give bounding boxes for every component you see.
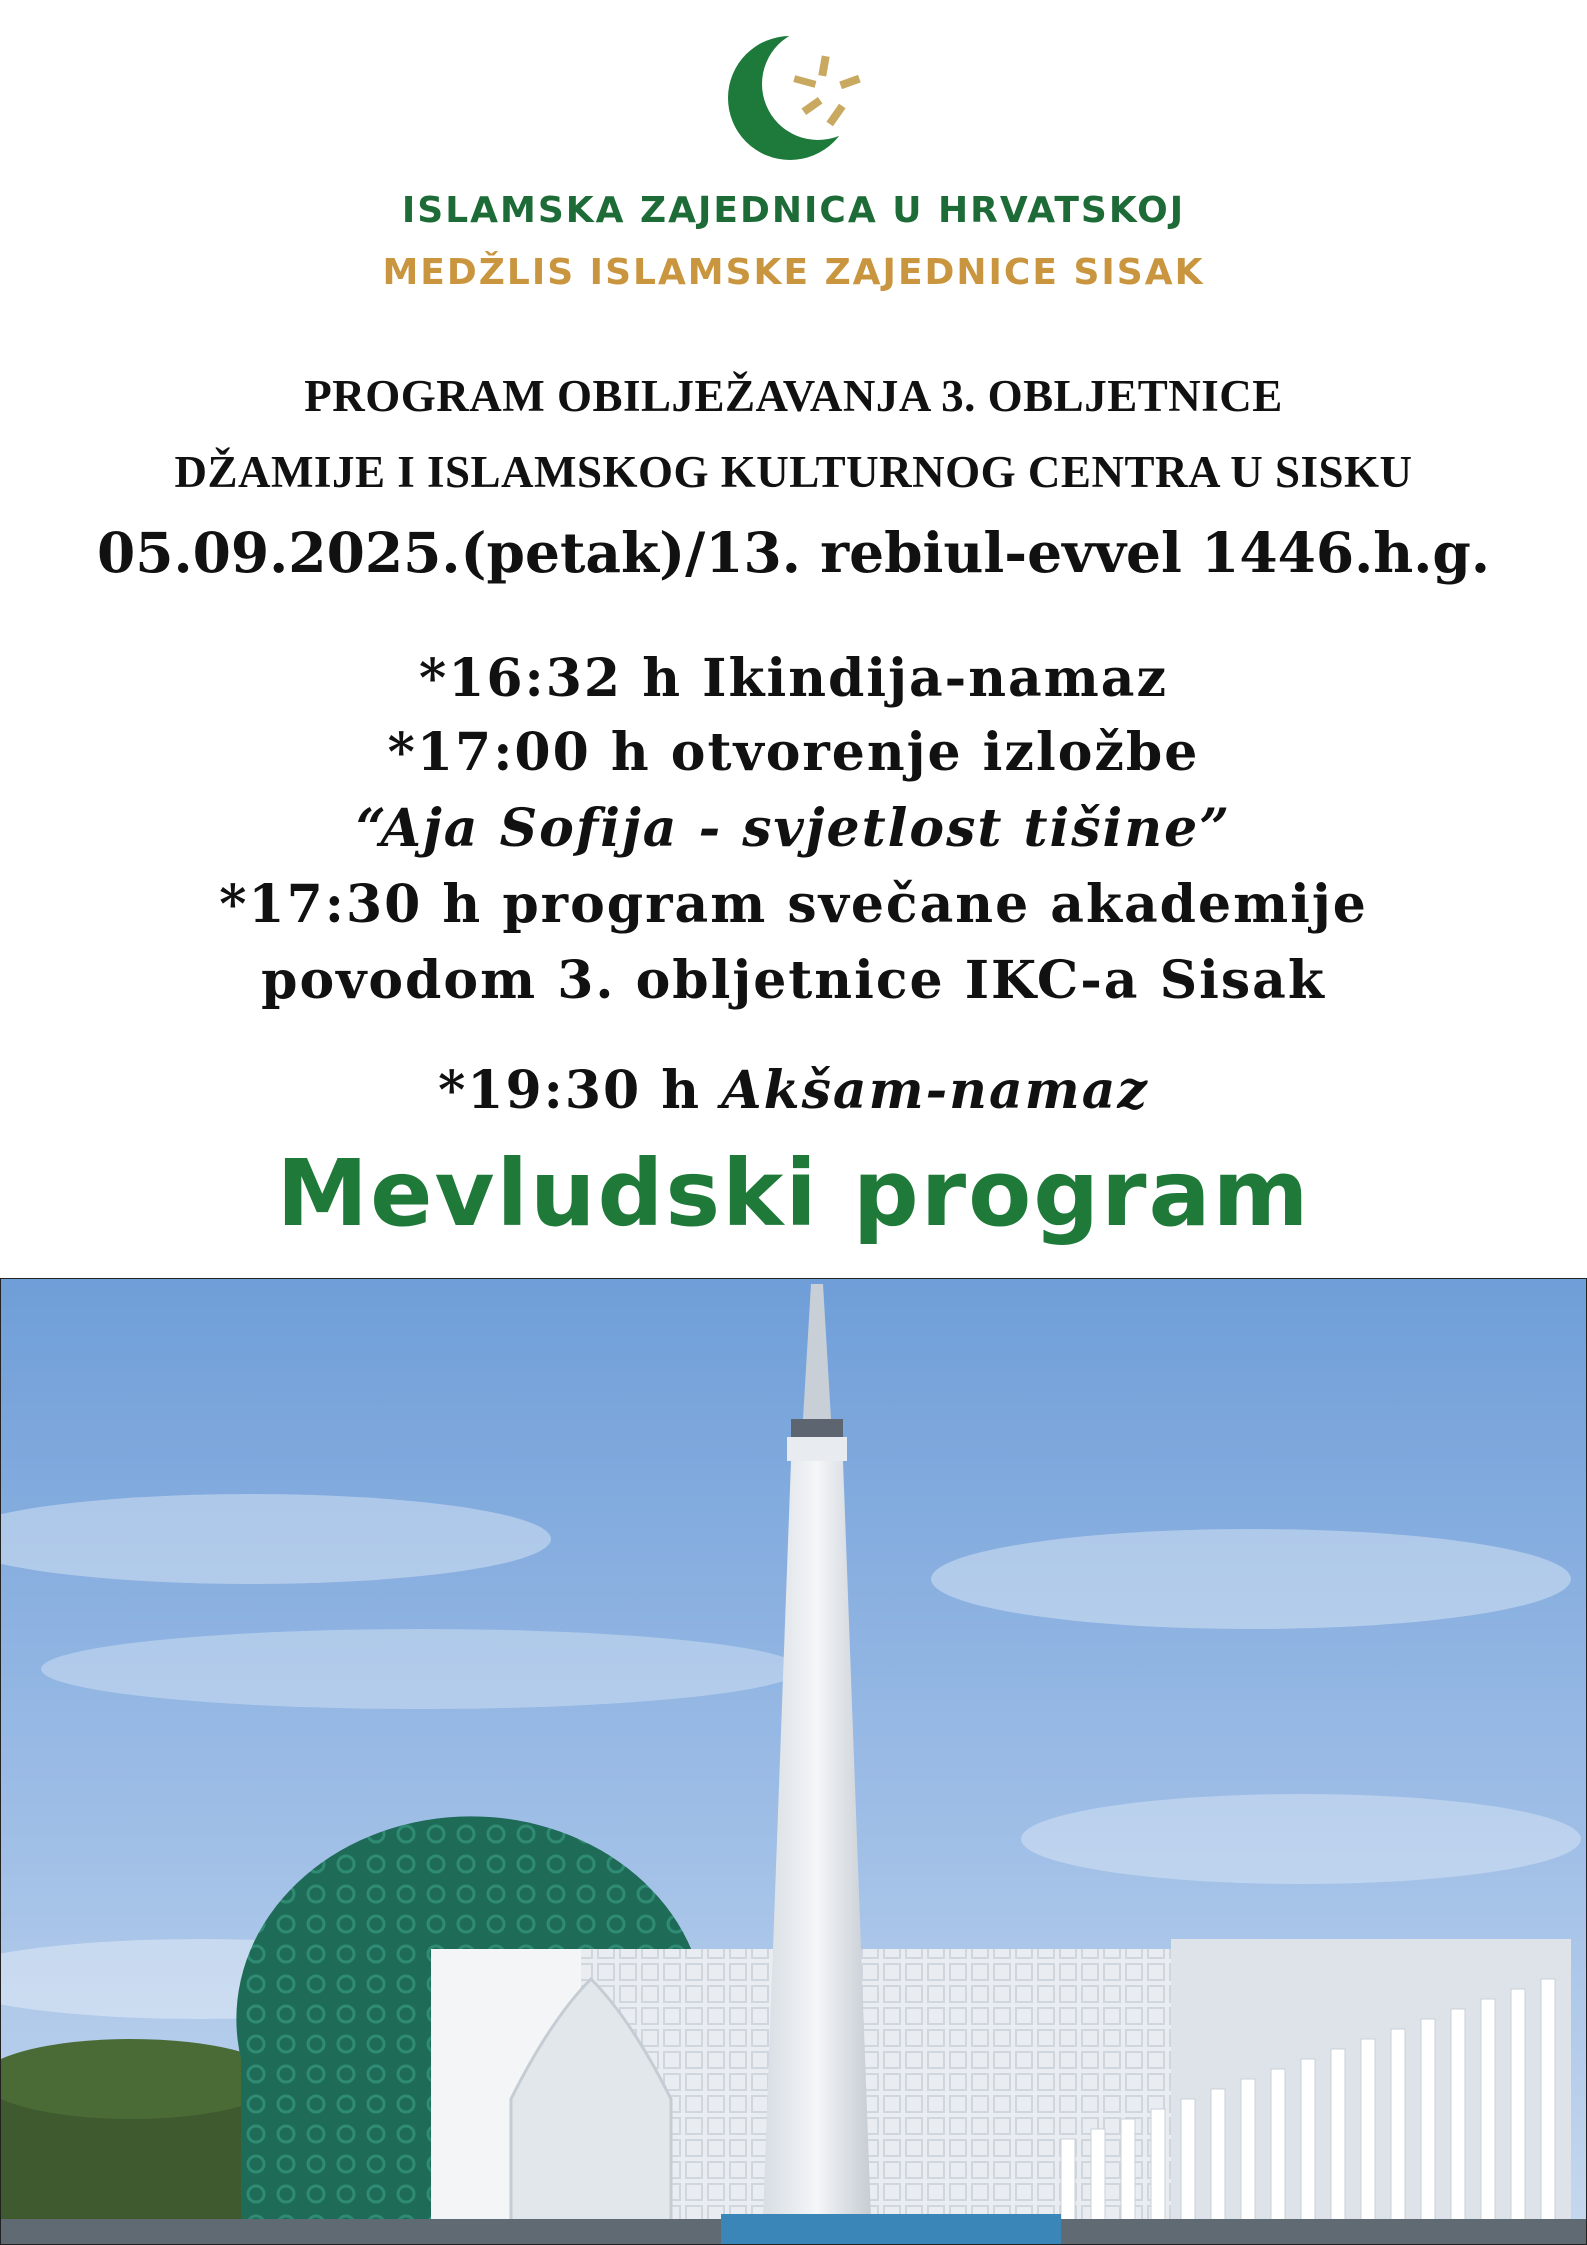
schedule-item-exhibition: *17:00 h otvorenje izložbe bbox=[387, 722, 1200, 783]
event-title-line2: DŽAMIJE I ISLAMSKOG KULTURNOG CENTRA U SISKU bbox=[174, 447, 1413, 497]
sub-organization-name: MEDŽLIS ISLAMSKE ZAJEDNICE SISAK bbox=[382, 252, 1205, 293]
aksam-time: *19:30 h bbox=[438, 1060, 722, 1121]
crescent-star-logo bbox=[720, 18, 890, 178]
schedule-item-academy-subtitle: povodom 3. obljetnice IKC-a Sisak bbox=[261, 950, 1326, 1011]
schedule-item-ikindija: *16:32 h Ikindija-namaz bbox=[419, 648, 1168, 709]
mosque-photo bbox=[0, 1278, 1587, 2245]
organization-name: ISLAMSKA ZAJEDNICA U HRVATSKOJ bbox=[401, 190, 1186, 231]
exhibition-title: “Aja Sofija - svjetlost tišine” bbox=[355, 798, 1232, 859]
mevlud-program-highlight: Mevludski program bbox=[276, 1140, 1311, 1247]
aksam-name: Akšam-namaz bbox=[721, 1060, 1149, 1121]
event-title-line1: PROGRAM OBILJEŽAVANJA 3. OBLJETNICE bbox=[304, 371, 1283, 421]
event-date: 05.09.2025.(petak)/13. rebiul-evvel 1446.h.g. bbox=[96, 520, 1491, 585]
schedule-item-aksam bbox=[0, 1060, 1587, 1121]
schedule-item-academy: *17:30 h program svečane akademije bbox=[219, 874, 1368, 935]
